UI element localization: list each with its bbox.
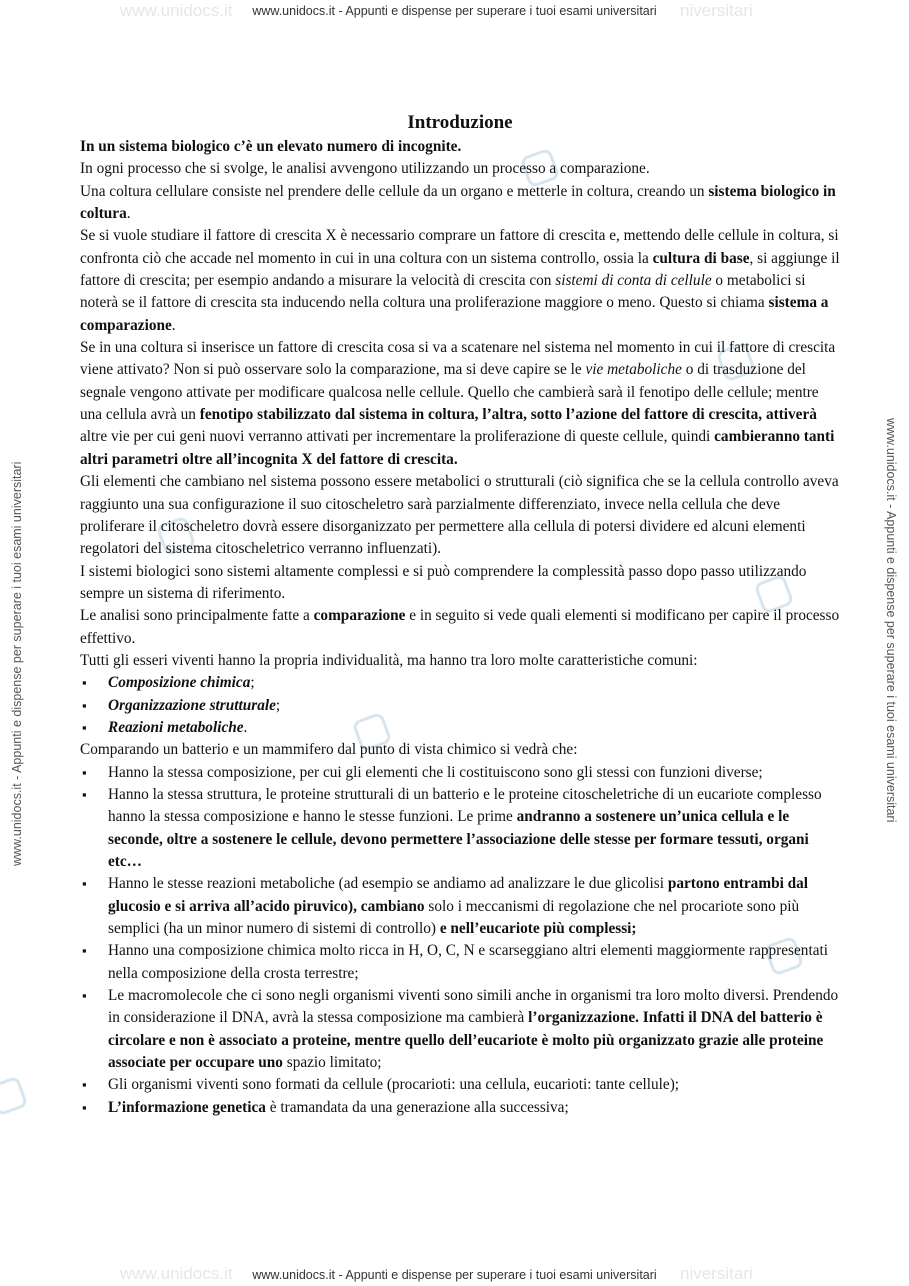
paragraph: Se in una coltura si inserisce un fattore di crescita cosa si va a scatenare nel sistema nel momento in cui il fattore di crescita viene attivato? Non si può osservare solo la comparazione, ma si deve capire se le vie metaboliche o di trasduzione del segnale vengono attivate per modificare qualcosa nelle cellule. Quello che cambierà sarà il fenotipo delle cellule; mentre una cellula avrà un fenotipo stabilizzato dal sistema in coltura, l’altra, sotto l’azione del fattore di crescita, attiverà altre vie per cui geni nuovi verranno attivati per incrementare la proliferazione di queste cellule, quindi cambieranno tanti altri parametri oltre all’incognita X del fattore di crescita. [80, 339, 836, 468]
watermark-ghost-text: niversitari [680, 1, 753, 20]
unidocs-logo-icon [0, 1075, 29, 1116]
document-body [80, 111, 840, 1119]
list-item: ▪ Hanno la stessa struttura, le proteine strutturali di un batterio e le proteine citoscheletriche di un eucariote complesso hanno la stessa composizione e hanno le stesse funzioni. Le prime andranno a sostenere un’unica cellula e le seconde, oltre a sostenere le cellule, devono permettere l’associazione delle stesse per formare tessuti, organi etc… [80, 784, 840, 873]
paragraph: In un sistema biologico c’è un elevato numero di incognite. [80, 138, 462, 155]
side-watermark-left: www.unidocs.it - Appunti e dispense per superare i tuoi esami universitari [10, 461, 24, 866]
list-item: ▪ Composizione chimica; [80, 672, 840, 694]
side-watermark-right: www.unidocs.it - Appunti e dispense per superare i tuoi esami universitari [884, 418, 898, 823]
list-item: ▪ Organizzazione strutturale; [80, 695, 840, 717]
watermark-ghost-text: www.unidocs.it [120, 1264, 233, 1283]
paragraph: Le analisi sono principalmente fatte a comparazione e in seguito si vede quali elementi si modificano per capire il processo effettivo. [80, 607, 840, 647]
list-item: ▪ Gli organismi viventi sono formati da cellule (procarioti: una cellula, eucarioti: tante cellule); [80, 1074, 840, 1096]
paragraph: Se si vuole studiare il fattore di crescita X è necessario comprare un fattore di crescita e, mettendo delle cellule in coltura, si confronta ciò che accade nel momento in cui in una coltura con un sistema controllo, ossia la cultura di base, si aggiunge il fattore di crescita; per esempio andando a misurare la velocità di crescita con sistemi di conta di cellule o metabolici si noterà se il fattore di crescita sta inducendo nella coltura una proliferazione maggiore o meno. Questo si chiama sistema a comparazione. [80, 227, 840, 334]
list-item: ▪ Hanno le stesse reazioni metaboliche (ad esempio se andiamo ad analizzare le due glicolisi partono entrambi dal glucosio e si arriva all’acido piruvico), cambiano solo i meccanismi di regolazione che nel procariote sono più semplici (ha un minor numero di sistemi di controllo) e nell’eucariote più complessi; [80, 873, 840, 940]
page-header[interactable]: www.unidocs.it - Appunti e dispense per superare i tuoi esami universitari [252, 4, 657, 18]
watermark-ghost-text: www.unidocs.it [120, 1, 233, 20]
list-item: ▪ L’informazione genetica è tramandata da una generazione alla successiva; [80, 1097, 840, 1119]
list-item: ▪ Hanno una composizione chimica molto ricca in H, O, C, N e scarseggiano altri elementi maggiormente rappresentati nella composizione della crosta terrestre; [80, 940, 840, 985]
paragraph: I sistemi biologici sono sistemi altamente complessi e si può comprendere la complessità passo dopo passo utilizzando sempre un sistema di riferimento. [80, 562, 807, 602]
page-footer[interactable]: www.unidocs.it - Appunti e dispense per superare i tuoi esami universitari [252, 1268, 657, 1282]
paragraph: Tutti gli esseri viventi hanno la propria individualità, ma hanno tra loro molte caratteristiche comuni: [80, 651, 698, 669]
paragraph: In ogni processo che si svolge, le analisi avvengono utilizzando un processo a comparazione. [80, 160, 650, 178]
watermark-ghost-text: niversitari [680, 1264, 753, 1283]
characteristics-list [80, 672, 840, 739]
comparison-list [80, 762, 840, 1120]
paragraph: Una coltura cellulare consiste nel prendere delle cellule da un organo e metterle in coltura, creando un sistema biologico in coltura. [80, 182, 836, 223]
paragraph: Gli elementi che cambiano nel sistema possono essere metabolici o strutturali (ciò significa che se la cellula controllo aveva raggiunto una sua configurazione il suo citoscheletro sarà parzialmente differenziato, invece nella cellula che deve proliferare il citoscheletro dovrà essere disorganizzato per permettere alla cellula di potersi dividere ed alcuni elementi regolatori del sistema citoscheletrico verranno influenzati). [80, 473, 839, 558]
list-item: ▪ Hanno la stessa composizione, per cui gli elementi che li costituiscono sono gli stessi con funzioni diverse; [80, 762, 840, 784]
list-item: ▪ Reazioni metaboliche. [80, 717, 840, 739]
list-item: ▪ Le macromolecole che ci sono negli organismi viventi sono simili anche in organismi tra loro molto diversi. Prendendo in considerazione il DNA, avrà la stessa composizione ma cambierà l’organizzazione. Infatti il DNA del batterio è circolare e non è associato a proteine, mentre quello dell’eucariote è molto più organizzato grazie alle proteine associate per occupare uno spazio limitato; [80, 985, 840, 1074]
page-title: Introduzione [407, 112, 513, 133]
paragraph: Comparando un batterio e un mammifero dal punto di vista chimico si vedrà che: [80, 741, 578, 759]
